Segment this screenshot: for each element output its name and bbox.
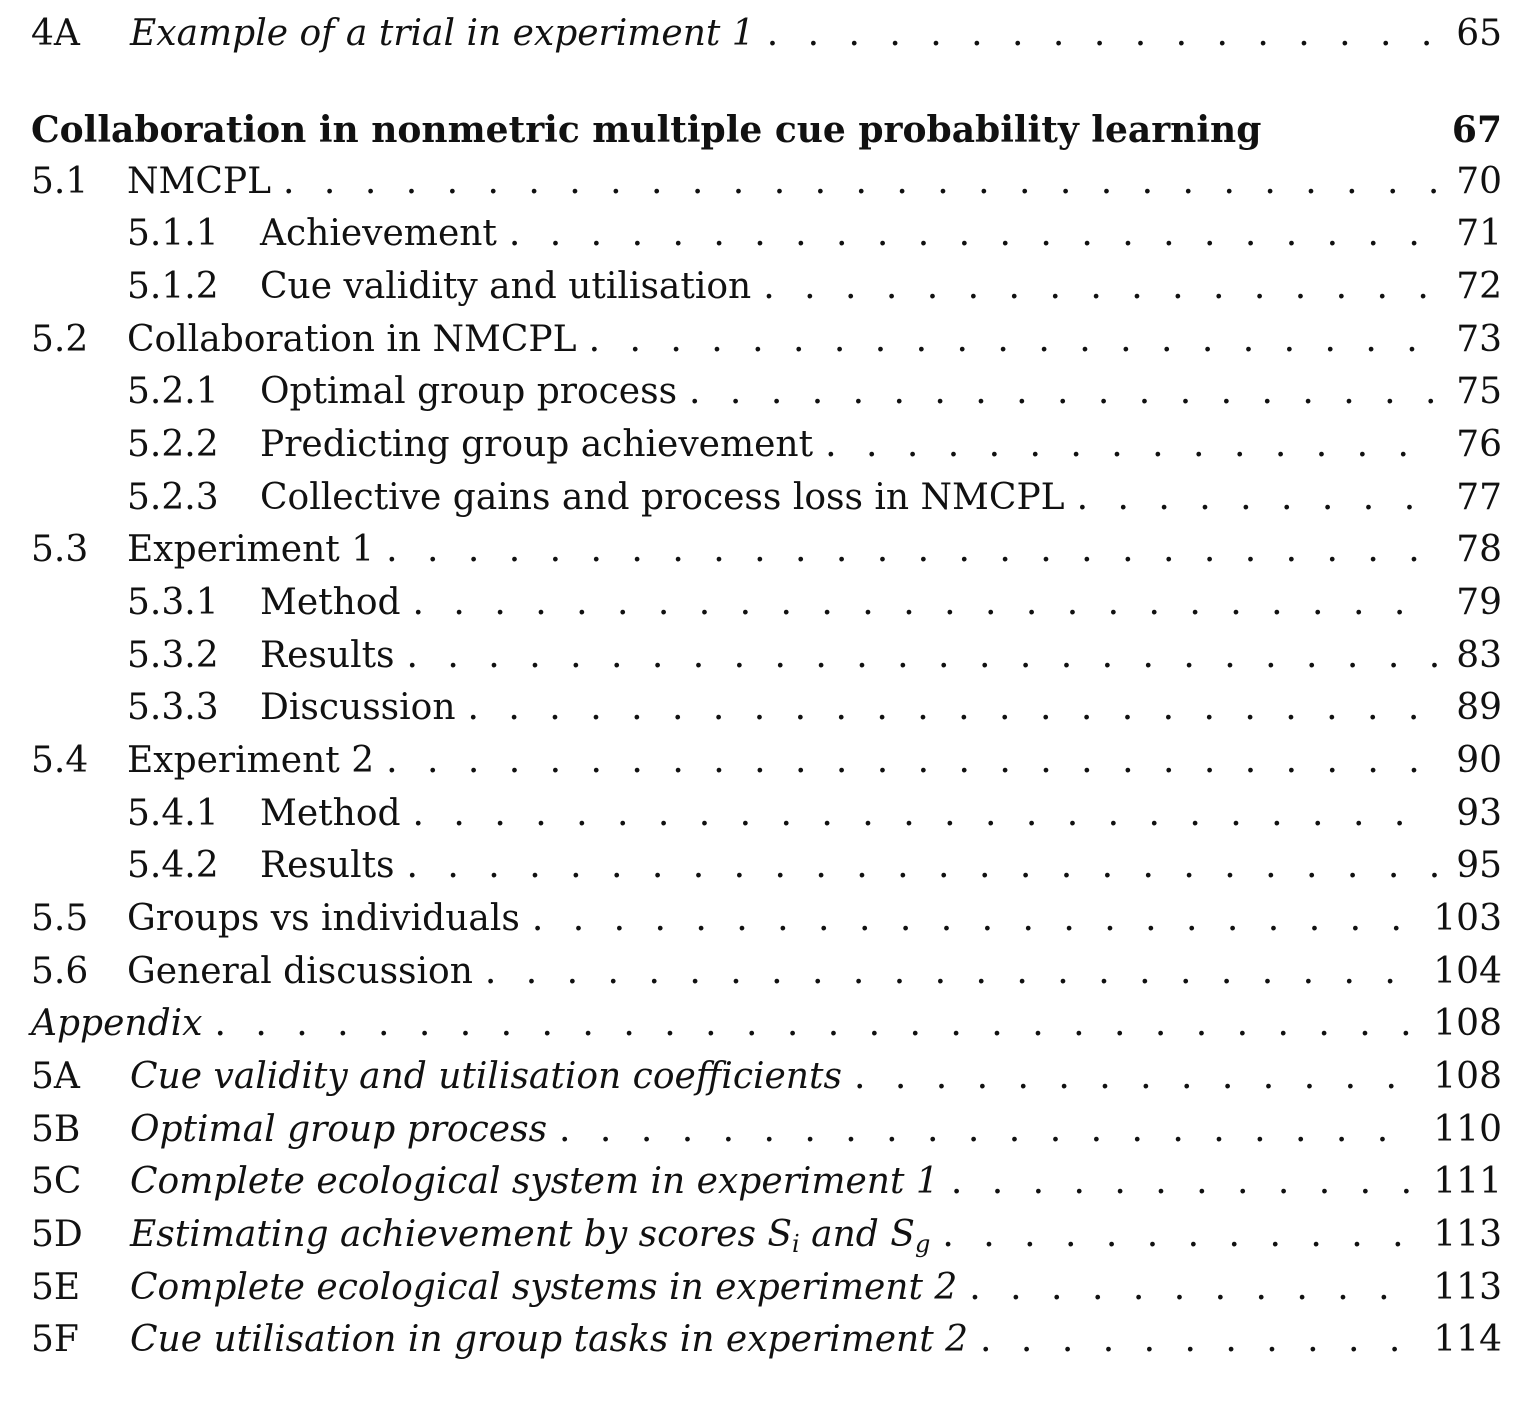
toc-entry-5-1-1 — [31, 208, 1502, 260]
toc-entry-page: 70 — [1456, 161, 1502, 202]
toc-entry-title: Achievement — [260, 213, 497, 254]
toc-entry-number: 5.4 — [31, 740, 89, 781]
toc-entry-5c — [31, 1156, 1502, 1208]
toc-entry-5-6 — [31, 946, 1502, 998]
toc-entry-5-2 — [31, 314, 1502, 366]
toc-entry-number: 5B — [31, 1109, 81, 1150]
toc-entry-title: Appendix — [31, 1003, 203, 1044]
toc-entry-number: 5.2.1 — [127, 371, 219, 412]
toc-entry-number: 5.3 — [31, 529, 89, 570]
toc-entry-title — [130, 1209, 930, 1261]
chapter-page: 67 — [1451, 109, 1502, 151]
dot-leader — [413, 788, 1439, 840]
toc-entry-5-3-2 — [31, 630, 1502, 682]
toc-entry-number: 4A — [31, 13, 80, 54]
dot-leader — [942, 1209, 1415, 1261]
dot-leader — [589, 314, 1439, 366]
toc-entry-number: 5.3.1 — [127, 582, 219, 623]
dot-leader — [559, 1104, 1415, 1156]
dot-leader — [969, 1262, 1415, 1314]
toc-entry-5-2-1 — [31, 366, 1502, 418]
toc-entry-page: 95 — [1456, 845, 1502, 886]
toc-entry-page: 78 — [1456, 529, 1502, 570]
toc-entry-page: 93 — [1456, 793, 1502, 834]
toc-entry-page: 113 — [1433, 1267, 1502, 1308]
toc-entry-number: 5.3.3 — [127, 687, 219, 728]
toc-entry-5-2-3 — [31, 472, 1502, 524]
toc-entry-title: Results — [260, 635, 395, 676]
toc-appendix-heading — [31, 998, 1502, 1050]
dot-leader — [767, 8, 1438, 60]
toc-entry-number: 5E — [31, 1267, 81, 1308]
toc-entry-5-4 — [31, 735, 1502, 787]
dot-leader — [468, 682, 1439, 734]
toc-entry-title: Example of a trial in experiment 1 — [130, 13, 755, 54]
dot-leader — [283, 156, 1438, 208]
toc-entry-page: 89 — [1456, 687, 1502, 728]
toc-entry-number: 5A — [31, 1056, 80, 1097]
dot-leader — [386, 524, 1438, 576]
toc-entry-number: 5F — [31, 1319, 79, 1360]
toc-entry-number: 5.5 — [31, 898, 89, 939]
toc-entry-page: 75 — [1456, 371, 1502, 412]
toc-entry-number: 5.1.1 — [127, 213, 219, 254]
subscript-g: g — [914, 1230, 931, 1258]
title-part: and S — [799, 1214, 915, 1255]
toc-entry-title: Optimal group process — [130, 1109, 548, 1150]
toc-entry-page: 72 — [1456, 266, 1502, 307]
toc-entry-5-1-2 — [31, 261, 1502, 313]
toc-entry-title: Cue utilisation in group tasks in experiment 2 — [130, 1319, 969, 1360]
dot-leader — [854, 1051, 1415, 1103]
toc-entry-5-4-1 — [31, 788, 1502, 840]
dot-leader — [980, 1314, 1415, 1366]
toc-entry-number: 5.2.2 — [127, 424, 219, 465]
toc-entry-5-1 — [31, 156, 1502, 208]
toc-entry-number: 5.3.2 — [127, 635, 219, 676]
toc-entry-number: 5.2.3 — [127, 477, 219, 518]
toc-entry-page: 83 — [1456, 635, 1502, 676]
toc-entry-5-2-2 — [31, 419, 1502, 471]
toc-entry-page: 110 — [1433, 1109, 1502, 1150]
toc-entry-page: 79 — [1456, 582, 1502, 623]
toc-entry-5d — [31, 1209, 1502, 1261]
toc-entry-page: 103 — [1433, 898, 1502, 939]
dot-leader — [407, 840, 1439, 892]
toc-entry-page: 73 — [1456, 319, 1502, 360]
toc-entry-5e — [31, 1262, 1502, 1314]
toc-entry-5-5 — [31, 893, 1502, 945]
toc-entry-number: 5.6 — [31, 951, 89, 992]
toc-entry-number: 5.4.1 — [127, 793, 219, 834]
toc-entry-title: Groups vs individuals — [127, 898, 520, 939]
toc-entry-page: 65 — [1456, 13, 1502, 54]
toc-entry-title: Predicting group achievement — [260, 424, 814, 465]
toc-entry-page: 108 — [1433, 1003, 1502, 1044]
toc-entry-5-4-2 — [31, 840, 1502, 892]
toc-entry-page: 77 — [1456, 477, 1502, 518]
toc-entry-title: Collective gains and process loss in NMCPL — [260, 477, 1065, 518]
dot-leader — [689, 366, 1438, 418]
dot-leader — [763, 261, 1438, 313]
chapter-title: Collaboration in nonmetric multiple cue probability learning — [31, 109, 1262, 151]
toc-entry-title: Method — [260, 582, 401, 623]
toc-entry-page: 76 — [1456, 424, 1502, 465]
title-part: Estimating achievement by scores S — [130, 1214, 793, 1255]
toc-entry-page: 104 — [1433, 951, 1502, 992]
toc-entry-number: 5.4.2 — [127, 845, 219, 886]
toc-entry-4a — [31, 8, 1502, 60]
subscript-i: i — [792, 1230, 800, 1258]
toc-entry-page: 114 — [1433, 1319, 1502, 1360]
toc-entry-5-3-3 — [31, 682, 1502, 734]
toc-entry-5-3 — [31, 524, 1502, 576]
toc-entry-number: 5.1.2 — [127, 266, 219, 307]
toc-entry-number: 5C — [31, 1161, 82, 1202]
toc-entry-title: Optimal group process — [260, 371, 678, 412]
dot-leader — [413, 577, 1439, 629]
toc-entry-page: 113 — [1433, 1214, 1502, 1255]
toc-entry-5b — [31, 1104, 1502, 1156]
toc-chapter-heading — [31, 104, 1502, 156]
dot-leader — [825, 419, 1438, 471]
toc-entry-title: Experiment 2 — [127, 740, 375, 781]
dot-leader — [386, 735, 1438, 787]
toc-entry-title: General discussion — [127, 951, 473, 992]
toc-entry-title: Cue validity and utilisation — [260, 266, 752, 307]
dot-leader — [407, 630, 1439, 682]
dot-leader — [1077, 472, 1439, 524]
toc-entry-5f — [31, 1314, 1502, 1366]
toc-entry-number: 5.1 — [31, 161, 89, 202]
toc-entry-page: 90 — [1456, 740, 1502, 781]
toc-entry-page: 71 — [1456, 213, 1502, 254]
toc-entry-page: 108 — [1433, 1056, 1502, 1097]
toc-entry-title: Discussion — [260, 687, 456, 728]
toc-entry-title: Complete ecological systems in experiment 2 — [130, 1267, 958, 1308]
dot-leader — [509, 208, 1438, 260]
toc-entry-5-3-1 — [31, 577, 1502, 629]
dot-leader — [532, 893, 1415, 945]
toc-entry-number: 5D — [31, 1214, 83, 1255]
toc-entry-title: Experiment 1 — [127, 529, 375, 570]
toc-entry-title: Collaboration in NMCPL — [127, 319, 577, 360]
toc-entry-title: Cue validity and utilisation coefficients — [130, 1056, 842, 1097]
toc-entry-title: NMCPL — [127, 161, 272, 202]
dot-leader — [951, 1156, 1415, 1208]
toc-entry-5a — [31, 1051, 1502, 1103]
toc-entry-number: 5.2 — [31, 319, 89, 360]
toc-entry-page: 111 — [1433, 1161, 1502, 1202]
toc-entry-title: Method — [260, 793, 401, 834]
dot-leader — [214, 998, 1415, 1050]
toc-entry-title: Complete ecological system in experiment 1 — [130, 1161, 939, 1202]
dot-leader — [485, 946, 1415, 998]
toc-entry-title: Results — [260, 845, 395, 886]
